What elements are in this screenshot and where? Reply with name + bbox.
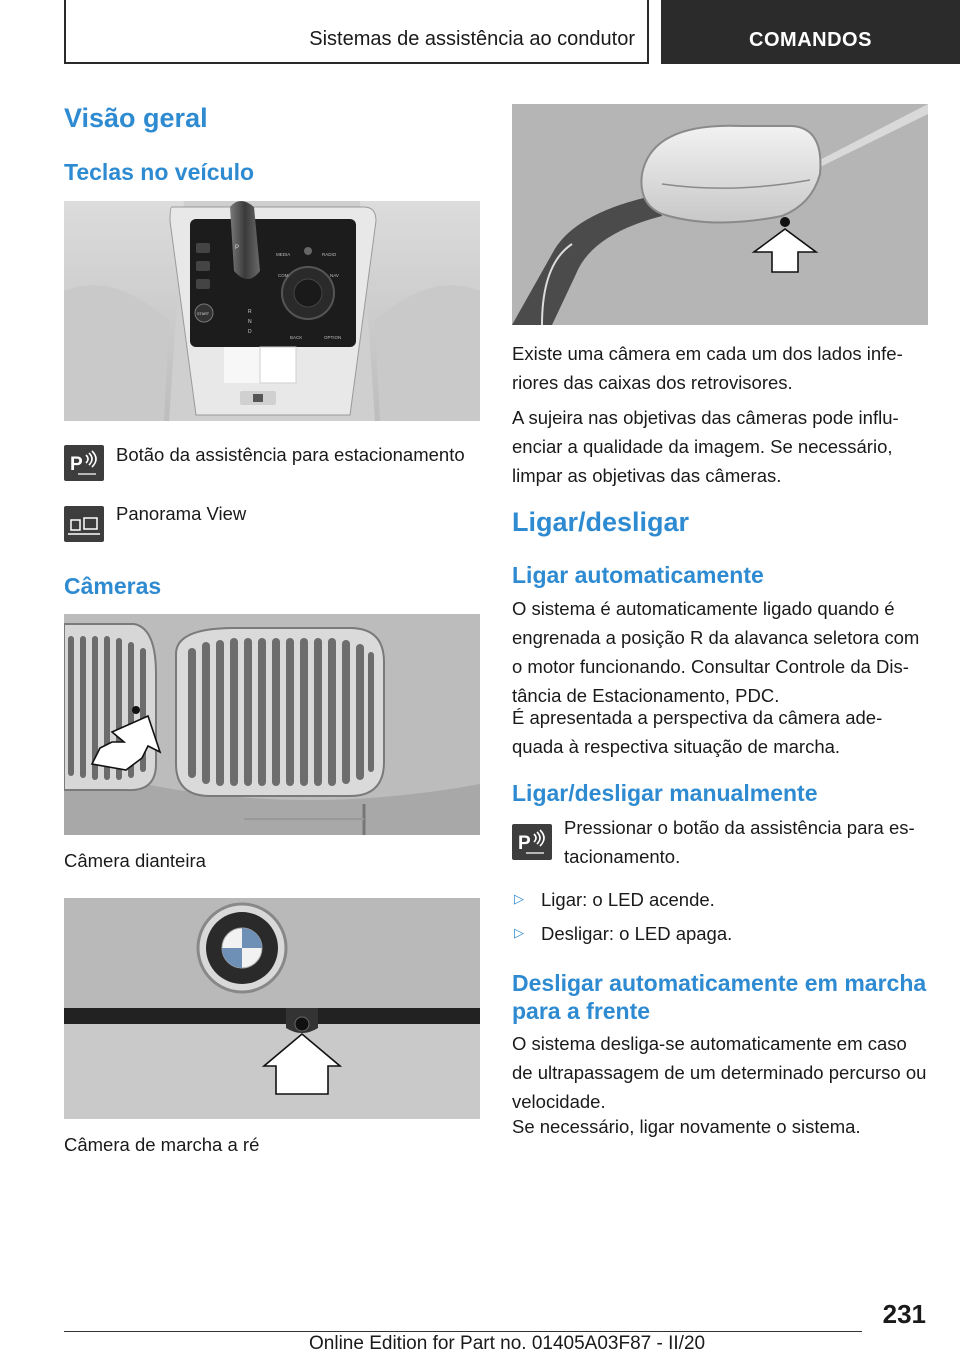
console-label-option: OPTION: [324, 335, 342, 340]
page-title: Visão geral: [64, 103, 208, 133]
manual-instruction: Pressionar o botão da assistência para es-tacionamento.: [564, 817, 915, 867]
key-panorama-label: Panorama View: [116, 503, 247, 524]
header-section-box: [64, 0, 649, 64]
caption-rear-camera: Câmera de marcha a ré: [64, 1134, 260, 1155]
console-label-n: N: [248, 319, 252, 325]
page-number: 231: [882, 1299, 926, 1329]
svg-text:P: P: [518, 833, 531, 854]
console-label-r: R: [248, 309, 252, 315]
caption-front-camera: Câmera dianteira: [64, 850, 206, 871]
mirror-camera-figure: [512, 104, 928, 325]
key-parking-label: Botão da assistência para estacionamento: [116, 444, 465, 465]
header-chapter-title: COMANDOS: [749, 29, 872, 51]
console-label-back: BACK: [290, 335, 303, 340]
parking-assist-icon: [64, 445, 104, 481]
edition-note: Online Edition for Part no. 01405A03F87 - II/20: [309, 1333, 706, 1354]
console-label-nav: NAV: [330, 273, 339, 278]
bullet-triangle-icon: ▷: [514, 891, 524, 906]
para-lens-dirt: A sujeira nas objetivas das câmeras pode influ-enciar a qualidade da imagem. Se necessário, limpar as objetivas das câmeras.: [512, 407, 899, 486]
front-camera-figure: [64, 614, 480, 835]
console-figure: [64, 201, 480, 421]
para-turn-on-again: Se necessário, ligar novamente o sistema.: [512, 1116, 861, 1137]
header-chapter-tab[interactable]: [661, 0, 960, 64]
subtitle-cameras: Câmeras: [64, 573, 162, 599]
para-perspective: É apresentada a perspectiva da câmera ade-quada à respectiva situação de marcha.: [512, 707, 883, 757]
para-mirror-cameras: Existe uma câmera em cada um dos lados infe-riores das caixas dos retrovisores.: [512, 343, 903, 393]
console-label-p: P: [235, 245, 240, 251]
bullet-led-on: Ligar: o LED acende.: [541, 889, 715, 910]
svg-text:P: P: [70, 454, 83, 475]
para-auto-off: O sistema desliga-se automaticamente em caso de ultrapassagem de um determinado percurso ou velocidade.: [512, 1033, 927, 1112]
title-on-off: Ligar/desligar: [512, 507, 690, 537]
rear-camera-figure: [64, 898, 480, 1119]
bullet-triangle-icon: ▷: [514, 925, 524, 940]
console-label-d: D: [248, 329, 252, 335]
bullet-led-off: Desligar: o LED apaga.: [541, 923, 733, 944]
console-label-media: MEDIA: [276, 252, 291, 257]
heading-auto-off: Desligar automaticamente em marcha para a frente: [512, 970, 927, 1024]
parking-assist-icon: [512, 824, 552, 860]
heading-auto-on: Ligar automaticamente: [512, 562, 764, 588]
console-label-start-stop: START: [197, 312, 210, 316]
heading-manual: Ligar/desligar manualmente: [512, 780, 818, 806]
subtitle-keys: Teclas no veículo: [64, 159, 255, 185]
para-auto-on: O sistema é automaticamente ligado quando é engrenada a posição R da alavanca seletora com o motor funcionando. Consultar Controle da Dis-tância de Estacionamento, PDC.: [512, 598, 920, 706]
header-section-title: Sistemas de assistência ao condutor: [309, 28, 635, 50]
console-label-com: COM: [278, 273, 289, 278]
panorama-view-icon: [64, 506, 104, 542]
footer-divider: [64, 1331, 862, 1332]
console-label-radio: RADIO: [322, 252, 337, 257]
